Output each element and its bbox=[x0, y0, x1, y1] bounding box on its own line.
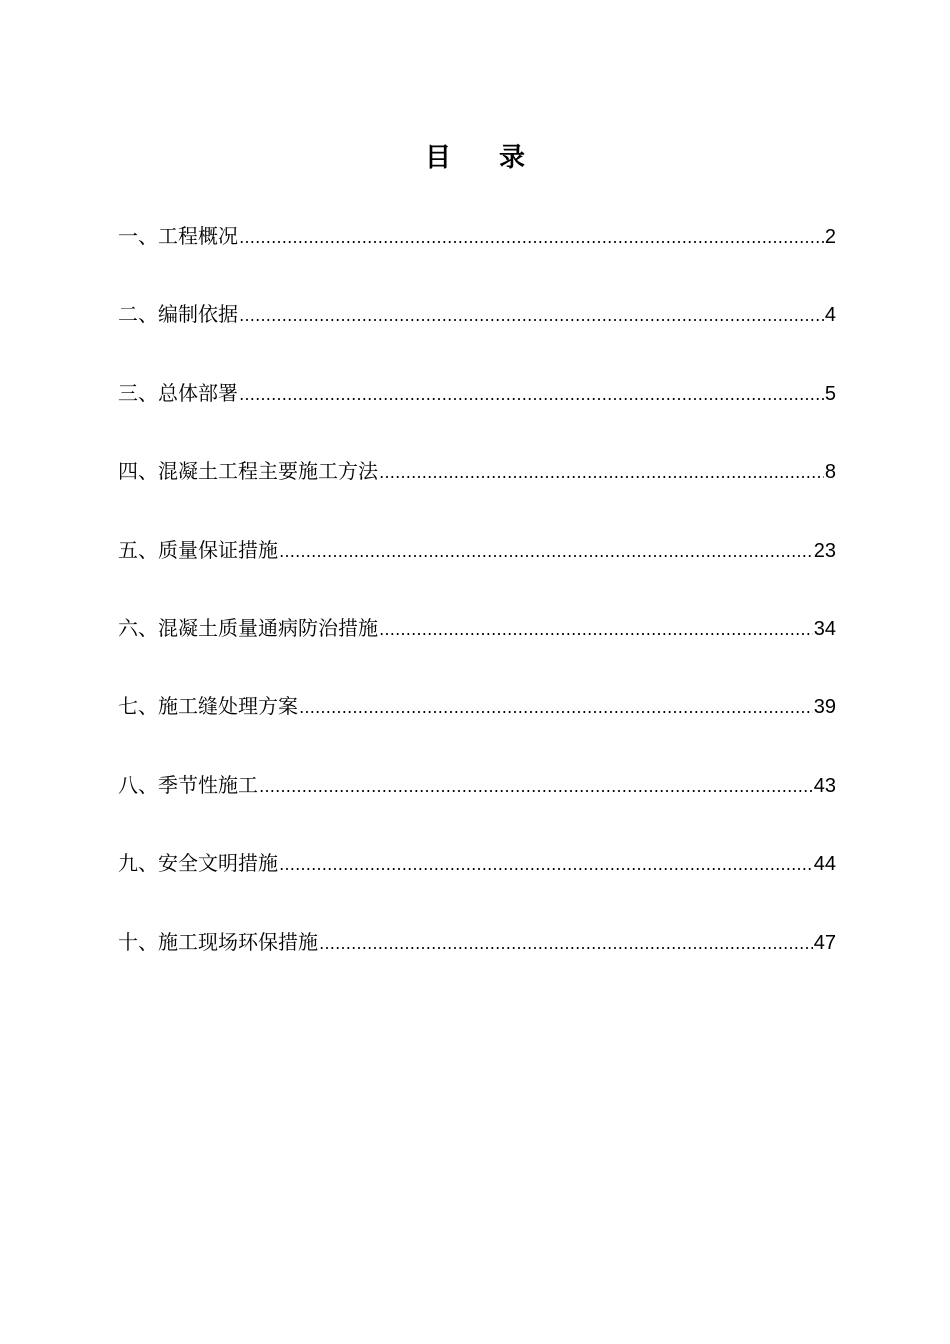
toc-entry-label: 四、混凝土工程主要施工方法 bbox=[118, 459, 378, 484]
toc-entry-6 bbox=[118, 610, 836, 688]
toc-entry-7 bbox=[118, 688, 836, 766]
toc-entry-label: 二、编制依据 bbox=[118, 302, 238, 327]
toc-dot-leader bbox=[259, 769, 813, 805]
toc-entry-label: 八、季节性施工 bbox=[118, 772, 258, 797]
toc-dot-leader bbox=[319, 926, 813, 962]
toc-dot-leader bbox=[379, 612, 813, 648]
toc-dot-leader bbox=[279, 534, 813, 570]
toc-list bbox=[118, 218, 836, 1002]
toc-entry-5 bbox=[118, 532, 836, 610]
toc-page-number: 5 bbox=[824, 382, 836, 405]
toc-dot-leader bbox=[239, 298, 824, 334]
toc-page-number: 47 bbox=[813, 931, 836, 954]
toc-entry-label: 十、施工现场环保措施 bbox=[118, 929, 318, 954]
toc-dot-leader bbox=[239, 220, 824, 256]
toc-entry-label: 九、安全文明措施 bbox=[118, 851, 278, 876]
toc-page-number: 43 bbox=[813, 774, 836, 797]
toc-title-char-1: 目 bbox=[424, 143, 451, 173]
toc-entry-8 bbox=[118, 767, 836, 845]
toc-page-number: 39 bbox=[813, 696, 836, 719]
toc-entry-4 bbox=[118, 453, 836, 531]
toc-entry-9 bbox=[118, 845, 836, 923]
toc-dot-leader bbox=[239, 377, 824, 413]
toc-dot-leader bbox=[279, 847, 813, 883]
toc-entry-2 bbox=[118, 296, 836, 374]
toc-title bbox=[0, 140, 950, 176]
toc-entry-label: 五、质量保证措施 bbox=[118, 537, 278, 562]
toc-entry-1 bbox=[118, 218, 836, 296]
toc-page-number: 4 bbox=[824, 304, 836, 327]
toc-page-number: 2 bbox=[824, 226, 836, 248]
toc-page-number: 23 bbox=[813, 539, 836, 562]
toc-entry-label: 七、施工缝处理方案 bbox=[118, 694, 298, 719]
toc-page-number: 8 bbox=[824, 461, 836, 484]
toc-entry-3 bbox=[118, 375, 836, 453]
toc-entry-label: 一、工程概况 bbox=[118, 224, 238, 248]
toc-entry-label: 三、总体部署 bbox=[118, 380, 238, 405]
toc-entry-10 bbox=[118, 924, 836, 1002]
toc-page-number: 34 bbox=[813, 617, 836, 640]
toc-dot-leader bbox=[299, 690, 813, 726]
toc-entry-label: 六、混凝土质量通病防治措施 bbox=[118, 615, 378, 640]
toc-dot-leader bbox=[379, 455, 824, 491]
toc-title-char-2: 录 bbox=[499, 143, 526, 173]
toc-page-number: 44 bbox=[813, 853, 836, 876]
